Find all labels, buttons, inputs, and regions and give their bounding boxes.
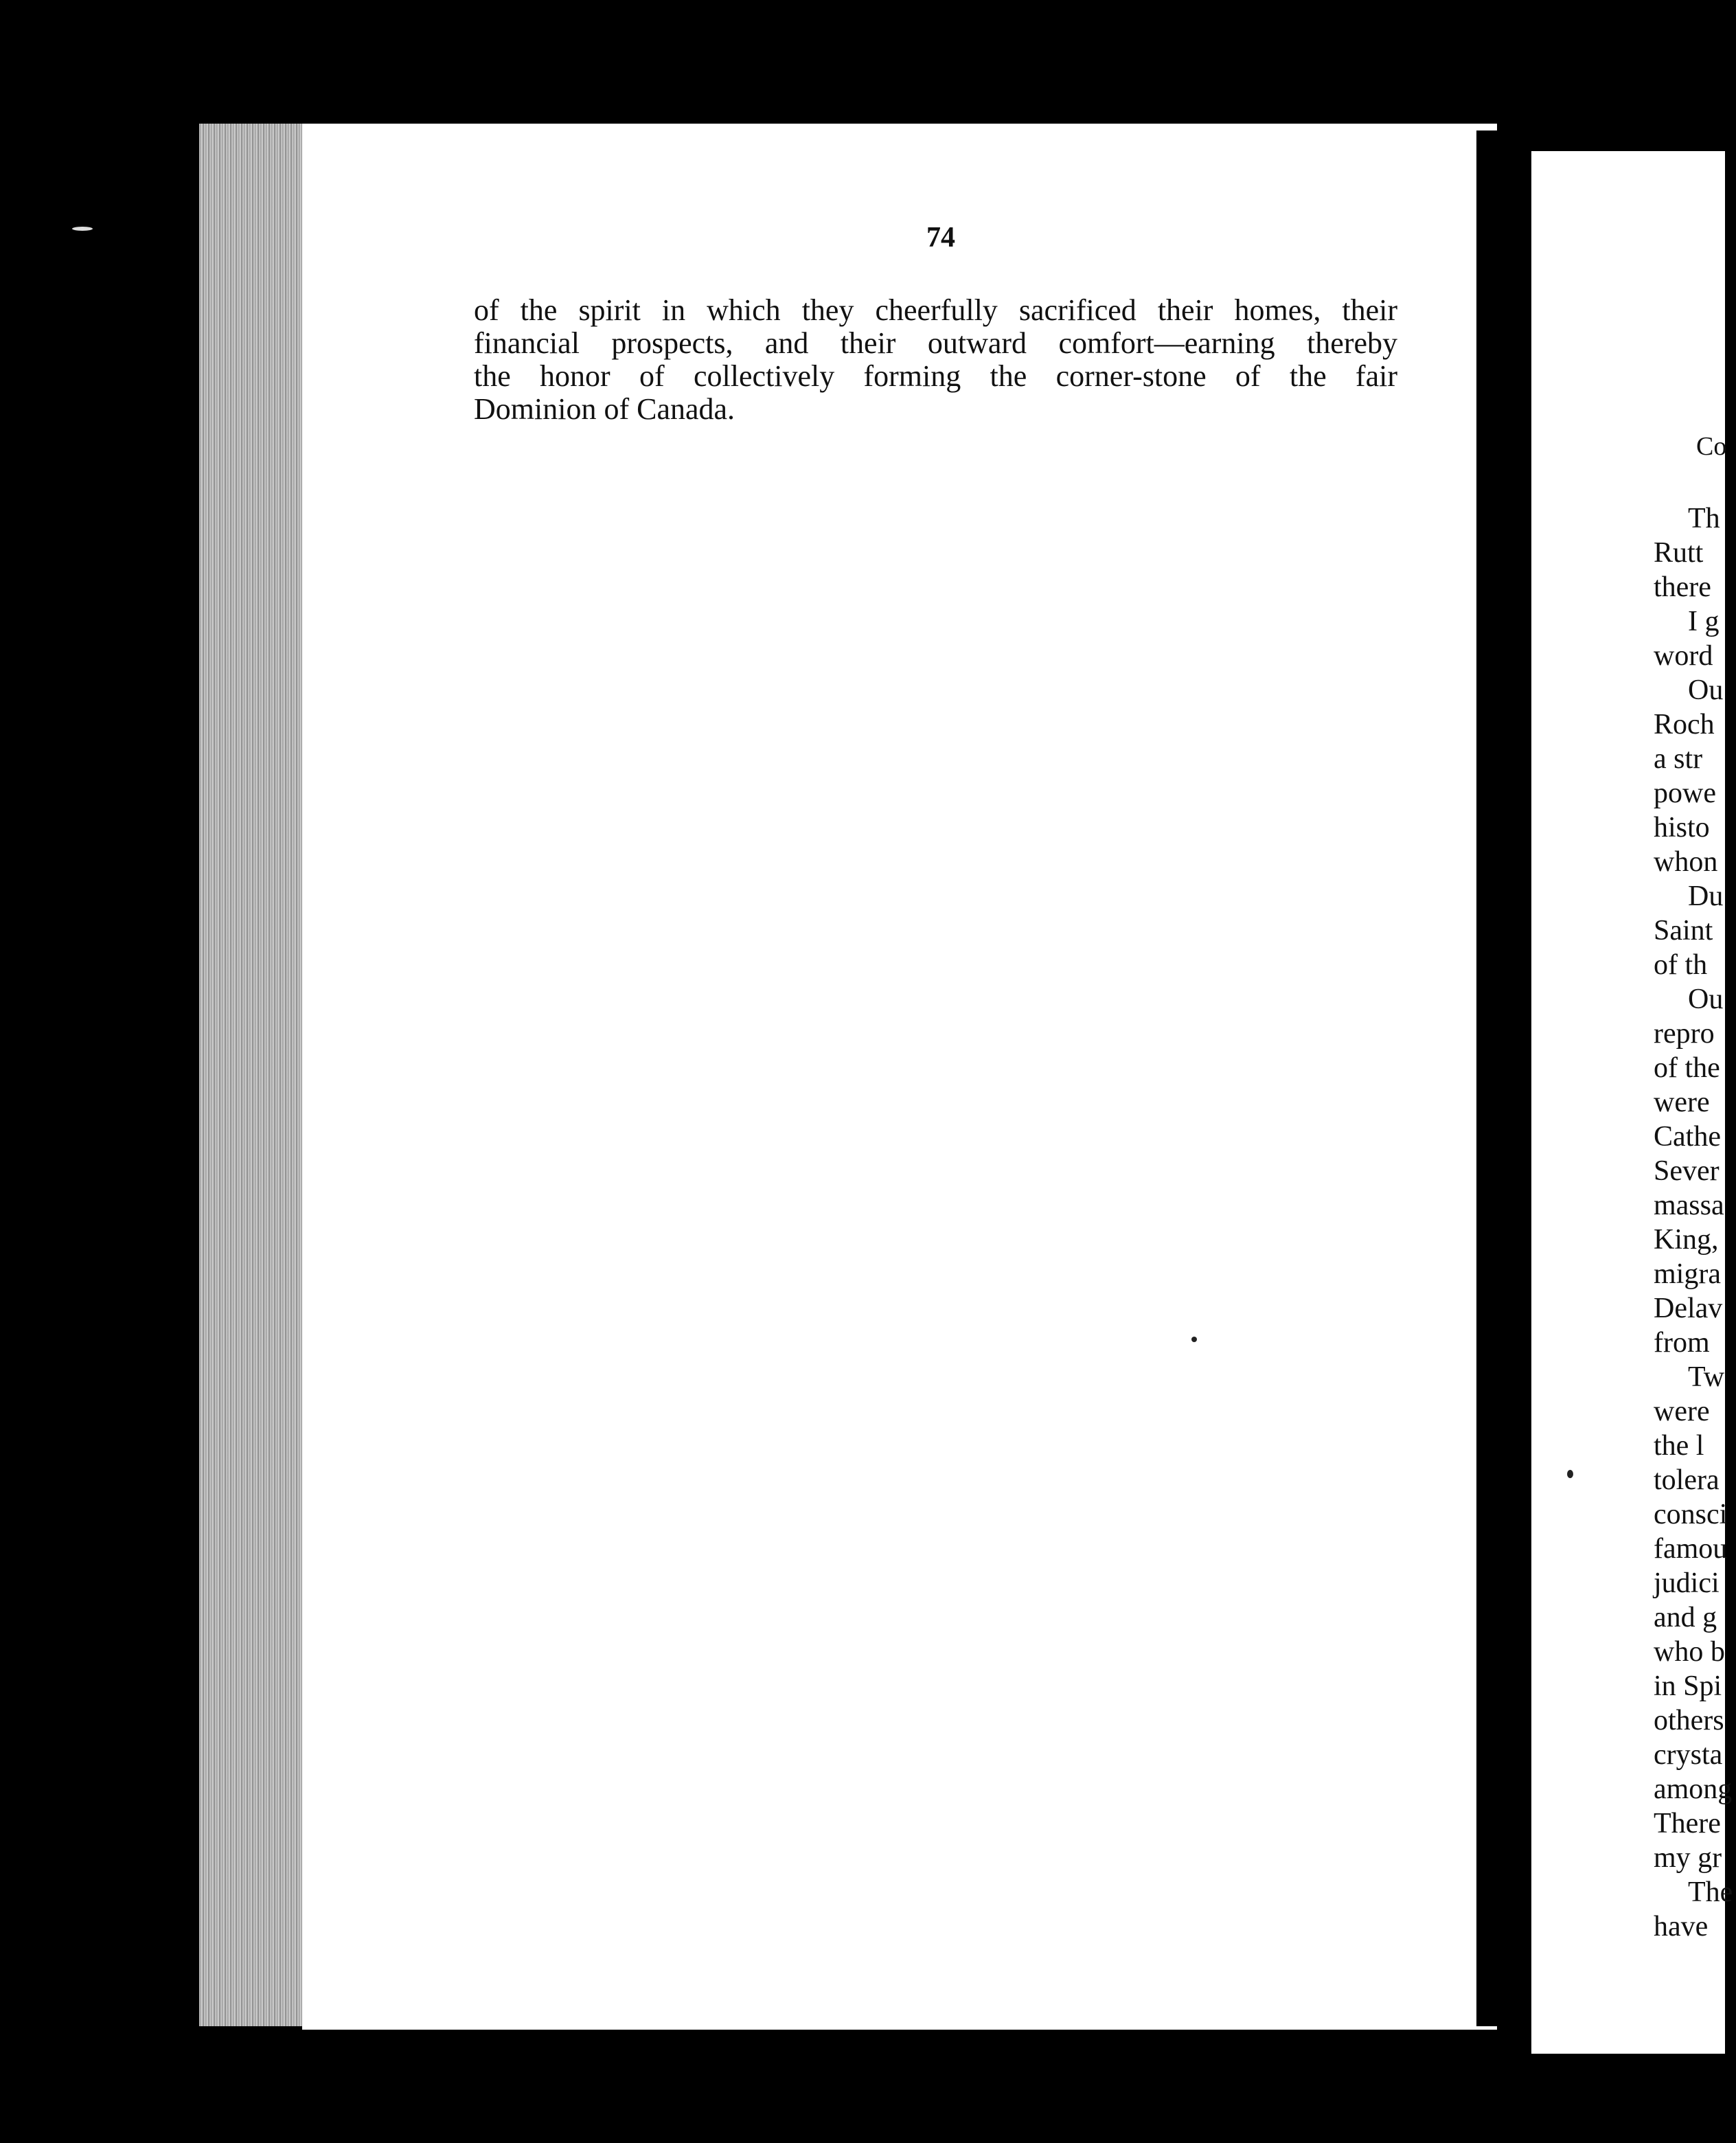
text-line-fragment: Du xyxy=(1688,881,1724,912)
text-line-fragment: judici xyxy=(1654,1567,1720,1599)
text-line-fragment: migra xyxy=(1654,1258,1721,1290)
text-line-fragment: my gr xyxy=(1654,1842,1722,1874)
book-page-edges xyxy=(199,124,309,2026)
scan-speck xyxy=(1191,1337,1197,1342)
text-line: Dominion of Canada. xyxy=(474,392,735,426)
text-line-fragment: Tw xyxy=(1688,1361,1725,1393)
right-page-heading-fragment: Co xyxy=(1696,432,1727,461)
book-gutter xyxy=(1476,131,1531,2026)
text-line-fragment: repro xyxy=(1654,1018,1715,1050)
text-line-fragment: consci xyxy=(1654,1499,1728,1530)
text-line-fragment: Ou xyxy=(1688,674,1724,706)
text-line-fragment: powe xyxy=(1654,778,1716,809)
text-line-fragment: in Spi xyxy=(1654,1670,1722,1702)
text-line: of the spirit in which they cheerfully sacrificed their homes, their xyxy=(474,293,1397,327)
text-line-fragment: from xyxy=(1654,1327,1710,1359)
text-line-fragment: crysta xyxy=(1654,1739,1723,1771)
text-line: financial prospects, and their outward comfort—earning thereby xyxy=(474,326,1397,360)
text-line-fragment: Roch xyxy=(1654,709,1715,740)
text-line-fragment: King, xyxy=(1654,1224,1719,1256)
text-line-fragment: massa xyxy=(1654,1190,1724,1221)
text-line-fragment: were xyxy=(1654,1396,1710,1427)
text-line-fragment: word xyxy=(1654,640,1713,672)
text-line-fragment: among xyxy=(1654,1773,1733,1805)
text-line-fragment: and g xyxy=(1654,1602,1717,1633)
page-number: 74 xyxy=(926,222,955,253)
text-line-fragment: Rutt xyxy=(1654,537,1704,569)
text-line-fragment: of th xyxy=(1654,949,1708,981)
text-line-fragment: others xyxy=(1654,1705,1724,1736)
text-line-fragment: there xyxy=(1654,571,1711,603)
text-line-fragment: Delav xyxy=(1654,1293,1723,1324)
text-line-fragment: Saint xyxy=(1654,915,1713,946)
text-line-fragment: famou xyxy=(1654,1533,1728,1565)
text-line-fragment: whon xyxy=(1654,846,1718,878)
right-page-text-fragments xyxy=(1654,501,1736,1944)
text-line-fragment: The xyxy=(1688,1876,1733,1908)
text-line-fragment: Sever xyxy=(1654,1155,1720,1187)
text-line-fragment: There xyxy=(1654,1808,1721,1839)
text-line-fragment: tolera xyxy=(1654,1464,1720,1496)
text-line-fragment: of the xyxy=(1654,1052,1720,1084)
scan-speck xyxy=(1567,1470,1573,1478)
text-line-fragment: histo xyxy=(1654,812,1710,843)
text-line: the honor of collectively forming the corner-stone of the fair xyxy=(474,359,1397,393)
text-line-fragment: Ou xyxy=(1688,984,1724,1015)
text-line-fragment: the l xyxy=(1654,1430,1704,1462)
text-line-fragment: a str xyxy=(1654,743,1703,775)
text-line-fragment: who b xyxy=(1654,1636,1725,1668)
text-line-fragment: Th xyxy=(1688,503,1720,534)
text-line-fragment: have xyxy=(1654,1911,1709,1942)
text-line-fragment: were xyxy=(1654,1087,1710,1118)
scan-speck xyxy=(72,227,93,231)
text-line-fragment: I g xyxy=(1688,606,1720,637)
text-line-fragment: Cathe xyxy=(1654,1121,1721,1153)
paragraph xyxy=(474,294,1397,426)
